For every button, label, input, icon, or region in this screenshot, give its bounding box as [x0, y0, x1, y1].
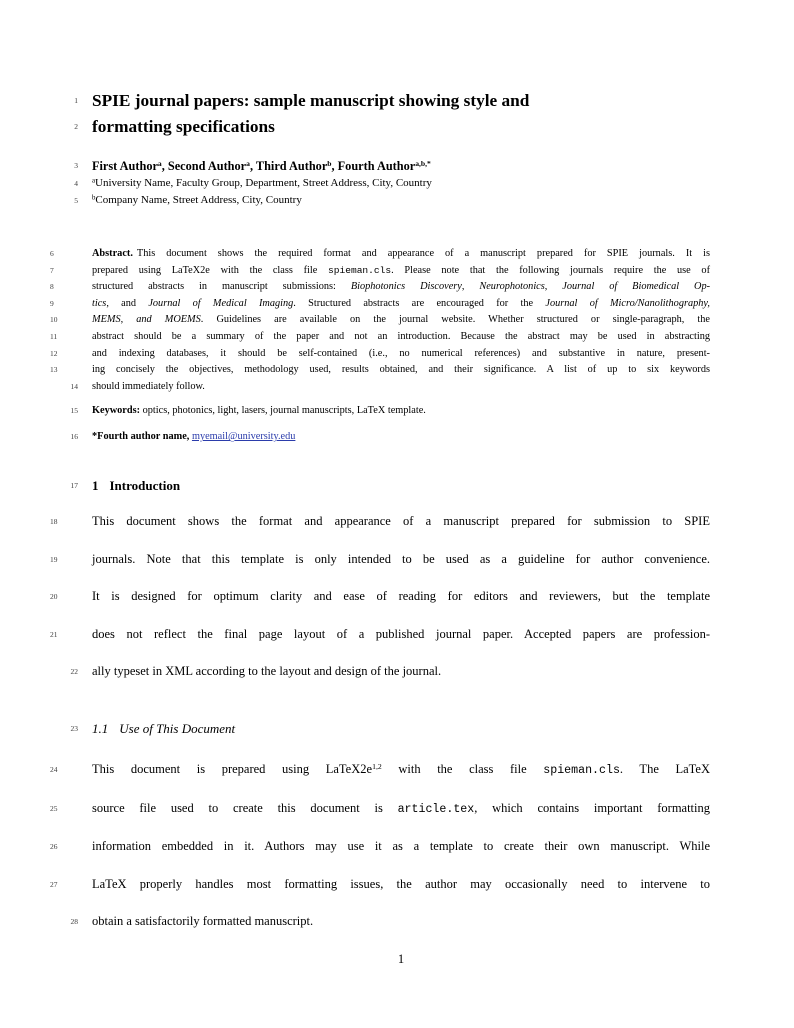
text-run: 1.1 [92, 721, 109, 737]
keywords-block [70, 402, 710, 419]
doc-line [74, 157, 710, 175]
line-number: 7 [50, 265, 54, 275]
text-run: *Fourth author name, [92, 431, 192, 443]
text-run: Keywords: [92, 405, 141, 417]
line-number: 3 [74, 161, 78, 170]
doc-line [50, 296, 710, 313]
line-number: 17 [70, 481, 78, 491]
text-run: should immediately follow. [92, 380, 205, 392]
authors-block [74, 157, 710, 209]
text-run: prepared using LaTeX2e with the class file [92, 264, 328, 276]
author-note-block [70, 428, 710, 445]
doc-line [50, 279, 711, 296]
text-run: ing concisely the objectives, methodology used, results obtained, and their significance. A list of up to six keywords [92, 364, 710, 376]
doc-line [50, 578, 710, 615]
line-number: 15 [70, 406, 78, 416]
line-number: 26 [50, 842, 58, 852]
doc-line [50, 541, 710, 578]
line-number: 12 [50, 348, 58, 358]
text-run: abstract should be a summary of the paper and not an introduction. Because the abstract may be used in abstracting [92, 330, 710, 342]
doc-line [70, 903, 710, 940]
use-paragraph-block [50, 751, 711, 940]
text-run: , [461, 281, 480, 293]
text-run: This document shows the required format and appearance of a manuscript prepared for SPIE journals. It is [136, 248, 710, 259]
line-number: 13 [50, 365, 58, 375]
doc-line [50, 828, 710, 865]
line-number: 25 [50, 803, 58, 813]
text-run: formatting specifications [92, 117, 275, 136]
doc-line [50, 246, 710, 263]
doc-line [50, 616, 710, 653]
text-run: and indexing databases, it should be self-contained (i.e., no numerical references) and substantive in nature, present- [92, 347, 710, 359]
line-number: 5 [74, 196, 78, 205]
doc-line [50, 329, 710, 346]
text-run: Abstract. [92, 248, 133, 259]
text-run: , [544, 281, 563, 293]
text-run: , which contains important formatting [474, 800, 711, 815]
line-number: 21 [50, 629, 58, 639]
text-run: University Name, Faculty Group, Department, Street Address, City, Country [95, 177, 432, 189]
text-run: , Third Author [249, 159, 328, 173]
text-run: a [157, 159, 162, 169]
text-run: First Author [92, 159, 158, 173]
text-run: ally typeset in XML according to the layout and design of the journal. [92, 663, 442, 678]
line-number: 18 [50, 517, 58, 527]
page-number: 1 [397, 952, 405, 966]
text-run: b [92, 194, 96, 202]
text-run: tics [92, 297, 107, 309]
doc-line [50, 790, 711, 828]
text-run: Introduction [109, 478, 181, 494]
text-run: Biophotonics Discovery [350, 281, 462, 293]
text-run: SPIE journal papers: sample manuscript showing style and [92, 91, 530, 110]
doc-line [50, 362, 710, 379]
text-run: LaTeX properly handles most formatting issues, the author may occasionally need to intervene to [92, 876, 710, 891]
text-run: obtain a satisfactorily formatted manuscript. [92, 914, 314, 928]
line-number: 9 [50, 298, 54, 308]
doc-line [50, 503, 710, 540]
text-run: does not reflect the final page layout of a published journal paper. Accepted papers are profession- [92, 626, 710, 641]
text-run: 1,2 [372, 762, 382, 772]
line-number: 8 [50, 282, 54, 292]
line-number: 10 [50, 315, 58, 325]
text-run: Company Name, Street Address, City, Country [95, 194, 302, 206]
line-number: 11 [50, 331, 58, 341]
text-run: Journal of Medical Imaging [148, 297, 294, 309]
text-run: It is designed for optimum clarity and ease of reading for editors and reviewers, but the template [92, 589, 710, 604]
section-heading-introduction [70, 476, 710, 495]
text-run: Neurophotonics [479, 281, 545, 293]
text-run: . Guidelines are available on the journal website. Whether structured or single-paragraph, the [200, 314, 710, 326]
line-number: 1 [74, 96, 78, 105]
text-run: spieman.cls [543, 764, 620, 778]
doc-line [70, 402, 710, 419]
email-link[interactable]: myemail@university.edu [191, 431, 296, 443]
doc-line [70, 476, 710, 495]
line-number: 14 [70, 381, 78, 391]
line-number: 28 [70, 917, 78, 926]
text-run: 1 [92, 478, 99, 494]
title-block [74, 88, 710, 140]
doc-line [74, 114, 710, 140]
doc-line [50, 346, 710, 363]
text-run: a,b,* [415, 159, 431, 169]
text-run: , Fourth Author [331, 159, 416, 173]
line-number: 2 [74, 122, 78, 131]
text-run: journals. Note that this template is only intended to be used as a guideline for author convenience. [92, 551, 710, 566]
subsection-heading-use-of-this-document [70, 719, 710, 738]
doc-line [70, 719, 710, 738]
doc-line [74, 88, 710, 114]
text-run: spieman.cls [328, 264, 392, 276]
abstract-block [50, 246, 711, 395]
text-run: , and [106, 297, 149, 309]
text-run: , Second Author [161, 159, 247, 173]
doc-line [70, 379, 710, 396]
text-run: Journal of Micro/Nanolithography, [545, 297, 710, 309]
line-number: 19 [50, 554, 58, 564]
line-number: 22 [70, 666, 78, 676]
line-number: 27 [50, 879, 58, 889]
text-run: article.tex [397, 802, 475, 816]
doc-line [50, 866, 710, 903]
text-run: with the class file [381, 762, 544, 777]
text-run: information embedded in it. Authors may use it as a template to create their own manuscript. While [92, 839, 710, 854]
text-run: This document shows the format and appearance of a manuscript prepared for submission to SPIE [92, 514, 710, 529]
line-number: 23 [70, 724, 78, 734]
line-number: 16 [70, 432, 78, 442]
line-number: 4 [74, 179, 78, 188]
doc-line [50, 312, 710, 329]
line-number: 24 [50, 765, 58, 775]
text-run: . The LaTeX [619, 762, 711, 777]
text-run: source file used to create this document is [92, 800, 398, 815]
doc-line [74, 175, 710, 192]
doc-line [50, 263, 710, 280]
doc-content [50, 88, 711, 940]
text-run: . Structured abstracts are encouraged for the [293, 297, 546, 309]
text-run: MEMS, and MOEMS [92, 314, 201, 326]
text-run: Use of This Document [119, 721, 236, 737]
doc-line [50, 751, 711, 789]
text-run: structured abstracts in manuscript submissions: [92, 281, 351, 293]
text-run: . Please note that the following journals require the use of [391, 264, 710, 276]
text-run: a [92, 177, 96, 185]
text-run: a [246, 159, 250, 169]
doc-line [74, 192, 710, 209]
text-run: This document is prepared using LaTeX2e [92, 762, 373, 777]
text-run: b [327, 159, 332, 169]
line-number: 6 [50, 249, 54, 258]
doc-line [70, 428, 710, 445]
doc-line [70, 653, 710, 690]
text-run: optics, photonics, light, lasers, journal manuscripts, LaTeX template. [140, 405, 426, 417]
intro-paragraph-block [50, 503, 710, 690]
text-run: Journal of Biomedical Op- [562, 281, 711, 293]
line-number: 20 [50, 592, 58, 602]
